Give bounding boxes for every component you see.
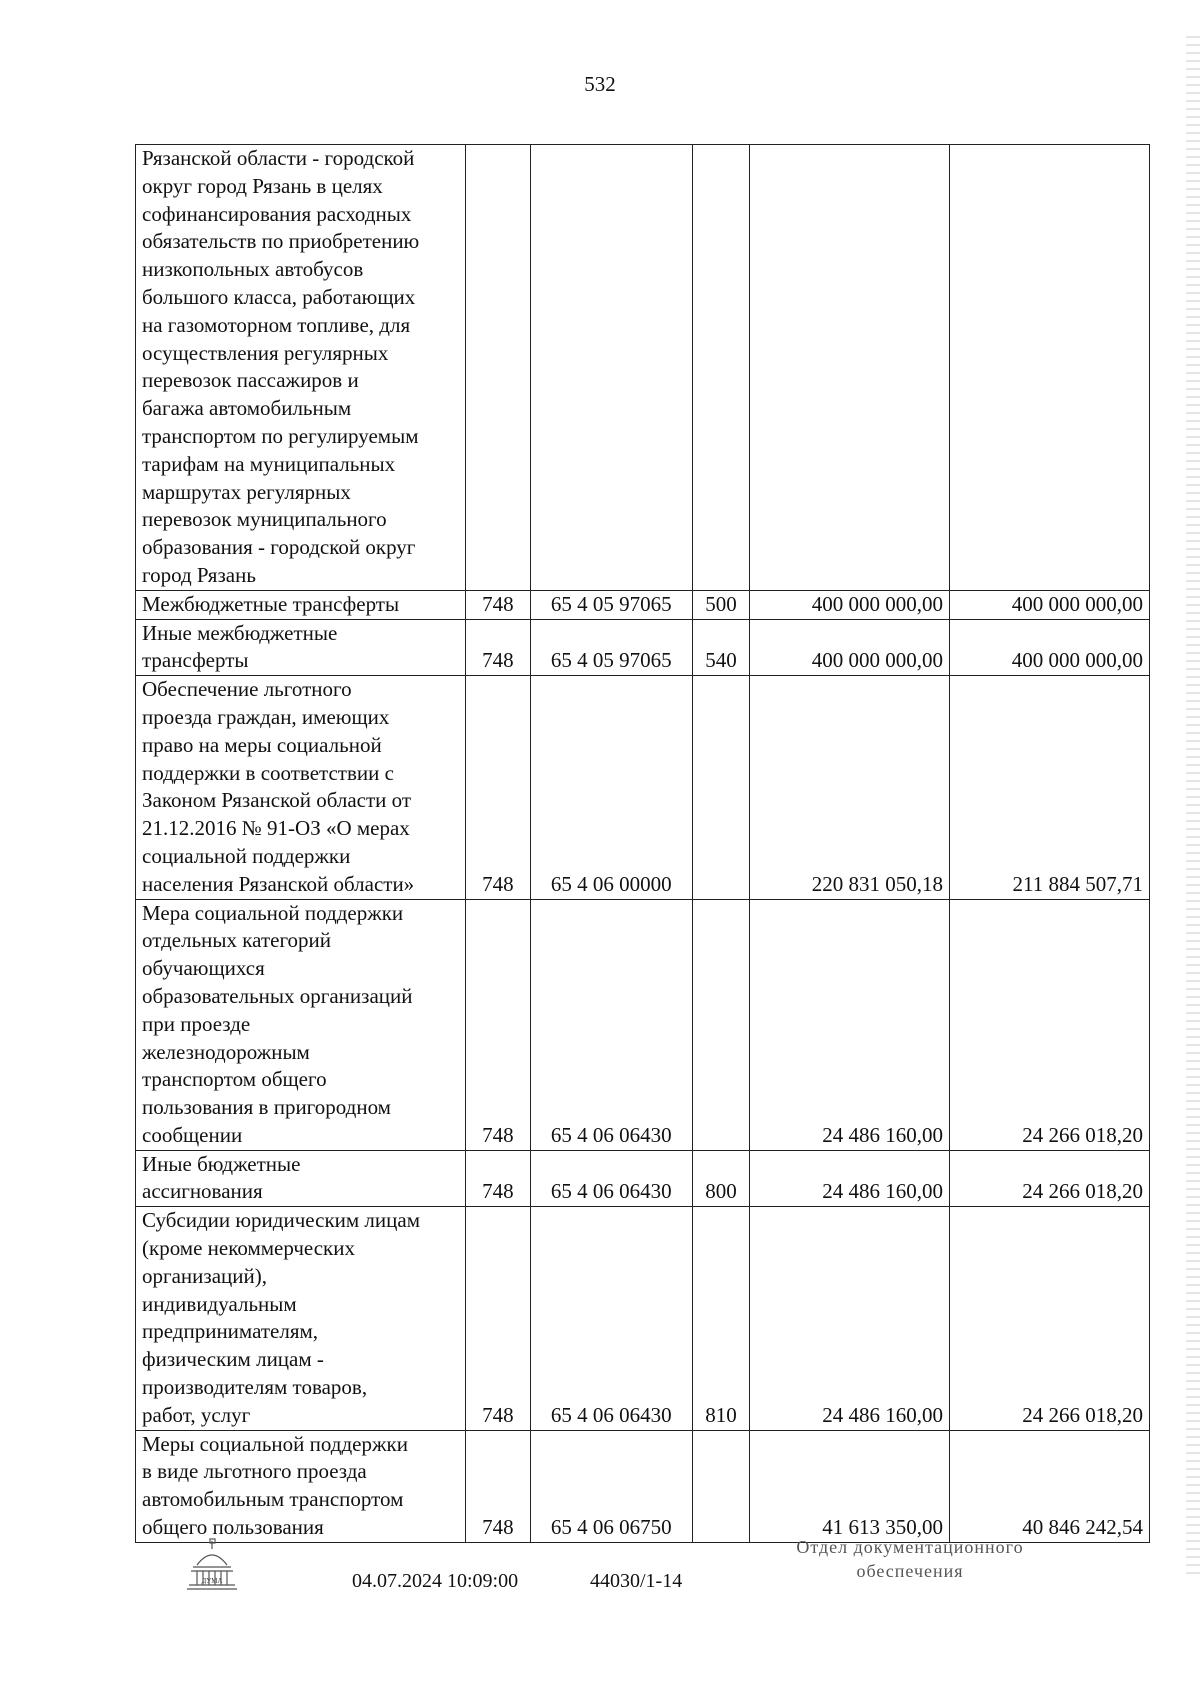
admin-code-text: 748 [482, 1402, 514, 1427]
sum-year2-cell [949, 619, 1149, 676]
sum-year1-text: 41 613 350,00 [822, 1515, 943, 1540]
target-article-text: 65 4 06 06430 [550, 1122, 672, 1147]
sum-year2-cell [949, 1150, 1149, 1207]
footer-date: 04.07.2024 10:09:00 [352, 1570, 519, 1592]
sum-year2-text: 24 266 018,20 [1022, 1179, 1143, 1204]
expense-type-text: 800 [705, 1179, 737, 1204]
item-name-text: Иные бюджетные ассигнования [142, 1151, 301, 1204]
admin-code-text: 748 [482, 1515, 514, 1540]
admin-code-cell [466, 1150, 531, 1207]
item-name-cell [136, 676, 466, 899]
expense-type-cell [692, 619, 749, 676]
expense-type-cell [692, 676, 749, 899]
target-article-cell [530, 619, 692, 676]
stamp-line-1: Отдел документационного [796, 1537, 1024, 1557]
target-article-text: 65 4 06 06750 [550, 1515, 672, 1540]
target-article-cell [530, 1150, 692, 1207]
admin-code-text: 748 [482, 591, 514, 616]
expense-type-text: 540 [705, 648, 737, 673]
sum-year2-cell [949, 1430, 1149, 1542]
admin-code-cell [466, 899, 531, 1150]
item-name-text: Меры социальной поддержки в виде льготного проезда автомобильным транспортом общего пользования [142, 1431, 408, 1540]
item-name-cell [136, 899, 466, 1150]
sum-year1-cell [749, 1430, 949, 1542]
expense-type-cell [692, 899, 749, 1150]
sum-year2-text: 400 000 000,00 [1011, 648, 1143, 673]
target-article-cell [530, 676, 692, 899]
expense-type-text: 810 [705, 1402, 737, 1427]
duma-building-logo [183, 1537, 241, 1597]
department-stamp [760, 1535, 1060, 1583]
admin-code-cell [466, 145, 531, 591]
admin-code-cell [466, 676, 531, 899]
item-name-text: Иные межбюджетные трансферты [142, 620, 338, 673]
item-name-cell [136, 1150, 466, 1207]
target-article-text: 65 4 06 06430 [550, 1402, 672, 1427]
target-article-text: 65 4 06 00000 [550, 871, 672, 896]
item-name-cell [136, 590, 466, 619]
sum-year2-cell [949, 590, 1149, 619]
item-name-cell [136, 619, 466, 676]
expense-type-cell [692, 145, 749, 591]
expense-type-cell [692, 1150, 749, 1207]
admin-code-text: 748 [482, 1179, 514, 1204]
admin-code-text: 748 [482, 871, 514, 896]
expense-type-text: 500 [705, 591, 737, 616]
table-row [136, 145, 1150, 591]
stamp-line-2: обеспечения [856, 1561, 964, 1581]
scan-edge-marks [1186, 30, 1200, 1580]
target-article-cell [530, 1430, 692, 1542]
sum-year1-cell [749, 619, 949, 676]
admin-code-text: 748 [482, 648, 514, 673]
sum-year2-text: 211 884 507,71 [1012, 871, 1143, 896]
admin-code-cell [466, 1430, 531, 1542]
sum-year1-text: 24 486 160,00 [822, 1402, 943, 1427]
admin-code-text: 748 [482, 1122, 514, 1147]
budget-table-body [136, 145, 1150, 1543]
target-article-cell [530, 590, 692, 619]
sum-year1-cell [749, 899, 949, 1150]
footer-doc-number: 44030/1-14 [590, 1570, 683, 1592]
sum-year2-cell [949, 1207, 1149, 1430]
target-article-text: 65 4 05 97065 [550, 648, 672, 673]
admin-code-cell [466, 619, 531, 676]
sum-year1-text: 400 000 000,00 [811, 648, 943, 673]
expense-type-cell [692, 1207, 749, 1430]
item-name-text: Мера социальной поддержки отдельных категорий обучающихся образовательных организаций при проезде железнодорожным транспортом общего пользования в пригородном сообщении [142, 900, 413, 1147]
sum-year2-cell [949, 145, 1149, 591]
table-row [136, 1207, 1150, 1430]
svg-text:ДУМА: ДУМА [201, 1577, 223, 1585]
admin-code-cell [466, 1207, 531, 1430]
item-name-text: Субсидии юридическим лицам (кроме некоммерческих организаций), индивидуальным предпринимателям, физическим лицам - производителям товаров, работ, услуг [142, 1208, 420, 1427]
expense-type-cell [692, 590, 749, 619]
target-article-cell [530, 1207, 692, 1430]
item-name-text: Обеспечение льготного проезда граждан, имеющих право на меры социальной поддержки в соответствии с Законом Рязанской области от 21.12.2016 № 91-ОЗ «О мерах социальной поддержки населения Рязанской области» [142, 677, 415, 896]
sum-year1-text: 24 486 160,00 [822, 1179, 943, 1204]
admin-code-cell [466, 590, 531, 619]
sum-year1-cell [749, 145, 949, 591]
item-name-cell [136, 145, 466, 591]
item-name-cell [136, 1430, 466, 1542]
page-number: 532 [584, 72, 616, 96]
sum-year2-text: 400 000 000,00 [1011, 591, 1143, 616]
sum-year1-cell [749, 590, 949, 619]
item-name-text: Межбюджетные трансферты [142, 591, 400, 616]
target-article-text: 65 4 06 06430 [550, 1179, 672, 1204]
target-article-cell [530, 899, 692, 1150]
budget-table [135, 144, 1150, 1543]
table-row [136, 590, 1150, 619]
table-row [136, 619, 1150, 676]
sum-year2-text: 24 266 018,20 [1022, 1122, 1143, 1147]
expense-type-cell [692, 1430, 749, 1542]
table-row [136, 1430, 1150, 1542]
table-row [136, 676, 1150, 899]
table-row [136, 899, 1150, 1150]
sum-year1-text: 220 831 050,18 [811, 871, 943, 896]
sum-year1-text: 400 000 000,00 [811, 591, 943, 616]
target-article-text: 65 4 05 97065 [550, 591, 672, 616]
target-article-cell [530, 145, 692, 591]
sum-year2-text: 24 266 018,20 [1022, 1402, 1143, 1427]
sum-year1-cell [749, 1150, 949, 1207]
sum-year1-text: 24 486 160,00 [822, 1122, 943, 1147]
sum-year2-cell [949, 676, 1149, 899]
sum-year2-text: 40 846 242,54 [1022, 1515, 1143, 1540]
sum-year2-cell [949, 899, 1149, 1150]
item-name-cell [136, 1207, 466, 1430]
sum-year1-cell [749, 1207, 949, 1430]
sum-year1-cell [749, 676, 949, 899]
table-row [136, 1150, 1150, 1207]
item-name-text: Рязанской области - городской округ город Рязань в целях софинансирования расходных обязательств по приобретению низкопольных автобусов большого класса, работающих на газомоторном топливе, для осуществления регулярных перевозок пассажиров и багажа автомобильным транспортом по регулируемым тарифам на муниципальных маршрутах регулярных перевозок муниципального образования - городской округ город Рязань [142, 146, 420, 587]
